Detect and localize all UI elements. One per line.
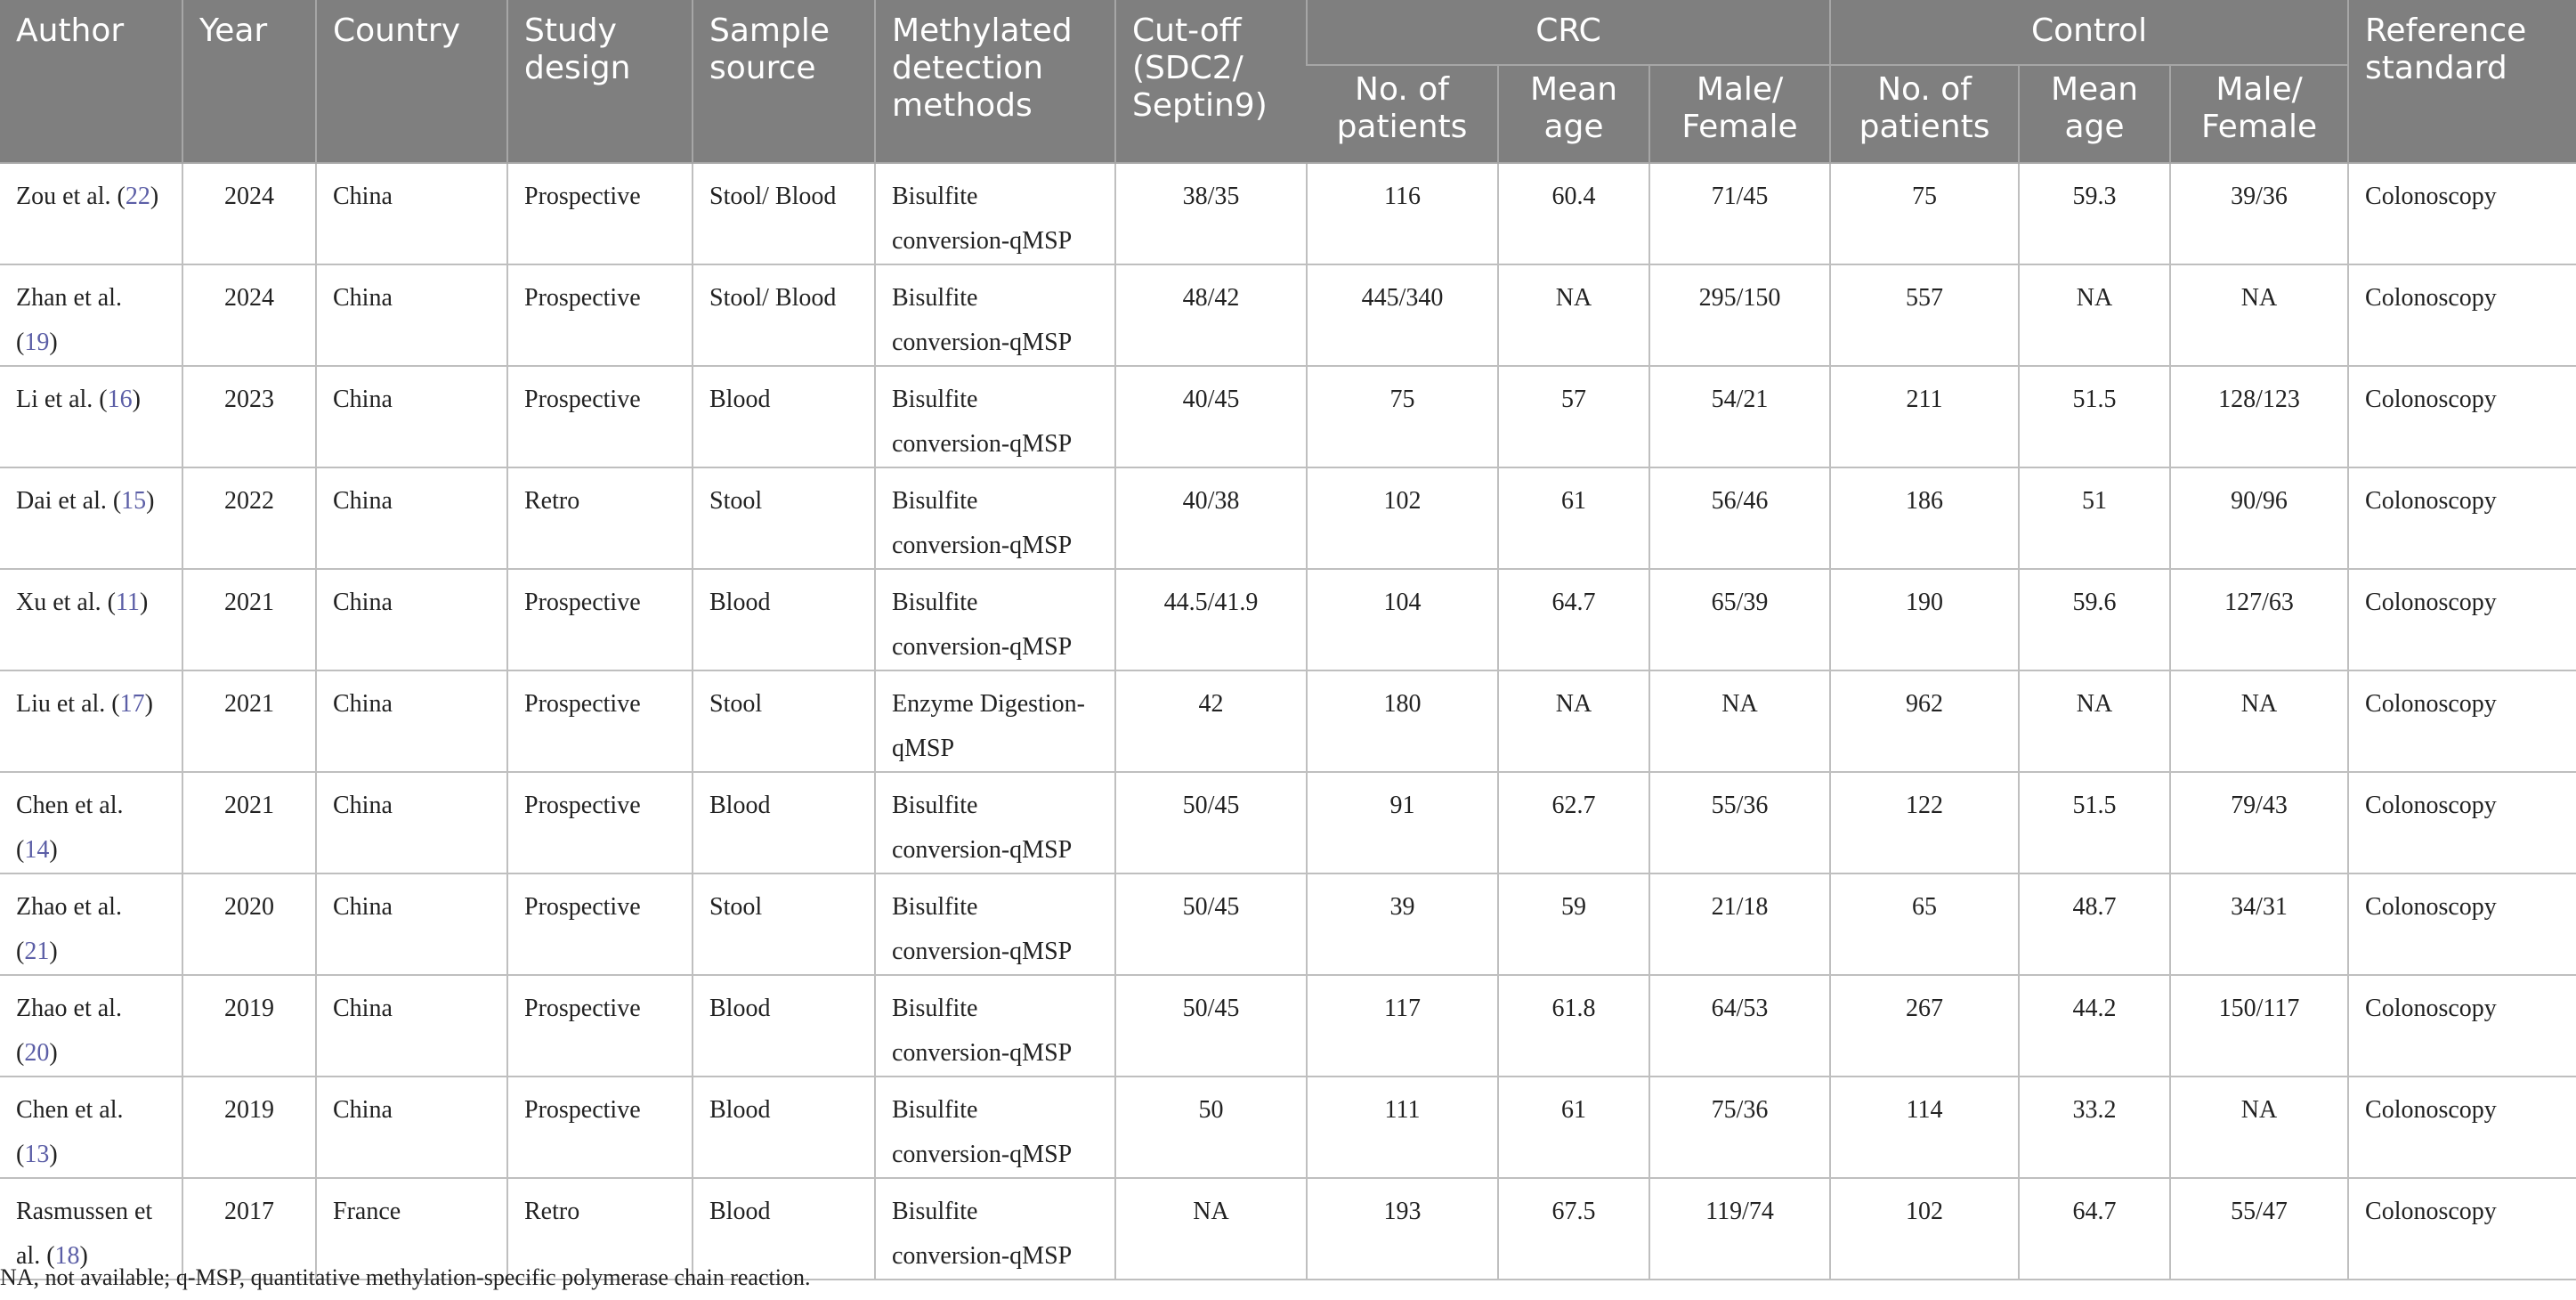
author-cell xyxy=(0,670,182,772)
method-cell: Bisulfite conversion-qMSP xyxy=(875,1178,1115,1280)
country-cell: China xyxy=(316,569,507,670)
country-cell: China xyxy=(316,366,507,467)
author-close-paren: ) xyxy=(144,690,153,718)
table-row xyxy=(0,975,2576,1077)
control-patients-cell: 65 xyxy=(1830,873,2019,975)
control-mean-age-cell: 51.5 xyxy=(2019,772,2170,873)
method-cell: Bisulfite conversion-qMSP xyxy=(875,569,1115,670)
author-close-paren: ) xyxy=(132,386,141,413)
crc-male-female-cell: 71/45 xyxy=(1649,163,1830,264)
year-cell: 2021 xyxy=(182,772,316,873)
cutoff-cell: 50/45 xyxy=(1115,772,1307,873)
header-control-mean-age: Mean age xyxy=(2019,65,2170,163)
crc-male-female-cell: 64/53 xyxy=(1649,975,1830,1077)
year-cell: 2019 xyxy=(182,975,316,1077)
sample-source-cell: Stool/ Blood xyxy=(693,163,875,264)
control-patients-cell: 211 xyxy=(1830,366,2019,467)
control-mean-age-cell: 59.6 xyxy=(2019,569,2170,670)
control-mean-age-cell: NA xyxy=(2019,264,2170,366)
method-cell: Bisulfite conversion-qMSP xyxy=(875,975,1115,1077)
table-row xyxy=(0,569,2576,670)
control-male-female-cell: 55/47 xyxy=(2170,1178,2348,1280)
control-patients-cell: 102 xyxy=(1830,1178,2019,1280)
method-cell: Bisulfite conversion-qMSP xyxy=(875,163,1115,264)
control-male-female-cell: 150/117 xyxy=(2170,975,2348,1077)
cutoff-cell: NA xyxy=(1115,1178,1307,1280)
sample-source-cell: Stool/ Blood xyxy=(693,264,875,366)
author-close-paren: ) xyxy=(79,1242,88,1270)
author-name: Zhao et al. ( xyxy=(16,995,122,1067)
crc-mean-age-cell: 57 xyxy=(1498,366,1649,467)
cutoff-cell: 50/45 xyxy=(1115,873,1307,975)
year-cell: 2023 xyxy=(182,366,316,467)
cutoff-cell: 48/42 xyxy=(1115,264,1307,366)
reference-cell: Colonoscopy xyxy=(2348,772,2576,873)
cutoff-cell: 40/45 xyxy=(1115,366,1307,467)
reference-link[interactable]: 13 xyxy=(24,1141,50,1168)
author-cell xyxy=(0,467,182,569)
sample-source-cell: Stool xyxy=(693,873,875,975)
author-cell xyxy=(0,264,182,366)
author-cell xyxy=(0,873,182,975)
method-cell: Bisulfite conversion-qMSP xyxy=(875,264,1115,366)
control-patients-cell: 557 xyxy=(1830,264,2019,366)
study-design-cell: Prospective xyxy=(507,264,693,366)
method-cell: Bisulfite conversion-qMSP xyxy=(875,772,1115,873)
control-male-female-cell: 34/31 xyxy=(2170,873,2348,975)
year-cell: 2021 xyxy=(182,670,316,772)
control-mean-age-cell: 64.7 xyxy=(2019,1178,2170,1280)
author-name: Rasmussen et al. ( xyxy=(16,1198,153,1270)
header-crc-mean-age: Mean age xyxy=(1498,65,1649,163)
crc-patients-cell: 104 xyxy=(1307,569,1498,670)
sample-source-cell: Stool xyxy=(693,670,875,772)
author-name: Liu et al. ( xyxy=(16,690,120,718)
crc-patients-cell: 445/340 xyxy=(1307,264,1498,366)
reference-link[interactable]: 19 xyxy=(24,329,50,356)
control-patients-cell: 122 xyxy=(1830,772,2019,873)
country-cell: China xyxy=(316,670,507,772)
method-cell: Bisulfite conversion-qMSP xyxy=(875,873,1115,975)
crc-mean-age-cell: NA xyxy=(1498,264,1649,366)
crc-mean-age-cell: 67.5 xyxy=(1498,1178,1649,1280)
crc-male-female-cell: 55/36 xyxy=(1649,772,1830,873)
table-row xyxy=(0,264,2576,366)
control-mean-age-cell: 51 xyxy=(2019,467,2170,569)
table-row xyxy=(0,366,2576,467)
cutoff-cell: 44.5/41.9 xyxy=(1115,569,1307,670)
study-design-cell: Retro xyxy=(507,1178,693,1280)
crc-male-female-cell: 21/18 xyxy=(1649,873,1830,975)
reference-link[interactable]: 21 xyxy=(24,938,50,965)
crc-mean-age-cell: 61 xyxy=(1498,467,1649,569)
year-cell: 2024 xyxy=(182,264,316,366)
reference-cell: Colonoscopy xyxy=(2348,264,2576,366)
crc-patients-cell: 102 xyxy=(1307,467,1498,569)
sample-source-cell: Blood xyxy=(693,975,875,1077)
crc-mean-age-cell: 61 xyxy=(1498,1077,1649,1178)
table-row xyxy=(0,163,2576,264)
author-name: Chen et al. ( xyxy=(16,792,124,864)
reference-cell: Colonoscopy xyxy=(2348,873,2576,975)
crc-male-female-cell: 295/150 xyxy=(1649,264,1830,366)
country-cell: China xyxy=(316,873,507,975)
crc-male-female-cell: 54/21 xyxy=(1649,366,1830,467)
country-cell: France xyxy=(316,1178,507,1280)
reference-cell: Colonoscopy xyxy=(2348,366,2576,467)
reference-link[interactable]: 16 xyxy=(107,386,133,413)
reference-link[interactable]: 14 xyxy=(24,836,50,864)
author-close-paren: ) xyxy=(49,836,58,864)
control-mean-age-cell: 44.2 xyxy=(2019,975,2170,1077)
control-male-female-cell: NA xyxy=(2170,670,2348,772)
crc-mean-age-cell: 60.4 xyxy=(1498,163,1649,264)
header-control-group: Control xyxy=(1830,0,2348,65)
crc-mean-age-cell: 64.7 xyxy=(1498,569,1649,670)
header-control-patients: No. of patients xyxy=(1830,65,2019,163)
method-cell: Bisulfite conversion-qMSP xyxy=(875,366,1115,467)
year-cell: 2020 xyxy=(182,873,316,975)
sample-source-cell: Blood xyxy=(693,1178,875,1280)
crc-patients-cell: 180 xyxy=(1307,670,1498,772)
method-cell: Enzyme Digestion-qMSP xyxy=(875,670,1115,772)
country-cell: China xyxy=(316,163,507,264)
author-cell xyxy=(0,569,182,670)
study-design-cell: Prospective xyxy=(507,975,693,1077)
sample-source-cell: Blood xyxy=(693,1077,875,1178)
method-cell: Bisulfite conversion-qMSP xyxy=(875,467,1115,569)
author-close-paren: ) xyxy=(49,1141,58,1168)
control-patients-cell: 190 xyxy=(1830,569,2019,670)
header-author: Author xyxy=(0,0,182,163)
crc-male-female-cell: 119/74 xyxy=(1649,1178,1830,1280)
crc-patients-cell: 193 xyxy=(1307,1178,1498,1280)
table-row xyxy=(0,1077,2576,1178)
header-cutoff: Cut-off (SDC2/ Septin9) xyxy=(1115,0,1307,163)
crc-patients-cell: 111 xyxy=(1307,1077,1498,1178)
crc-mean-age-cell: 62.7 xyxy=(1498,772,1649,873)
reference-link[interactable]: 15 xyxy=(121,487,147,515)
table-row xyxy=(0,670,2576,772)
author-name: Dai et al. ( xyxy=(16,487,122,515)
country-cell: China xyxy=(316,264,507,366)
cutoff-cell: 38/35 xyxy=(1115,163,1307,264)
header-crc-group: CRC xyxy=(1307,0,1830,65)
control-male-female-cell: 128/123 xyxy=(2170,366,2348,467)
table-row xyxy=(0,772,2576,873)
crc-patients-cell: 116 xyxy=(1307,163,1498,264)
control-patients-cell: 962 xyxy=(1830,670,2019,772)
author-cell xyxy=(0,772,182,873)
crc-male-female-cell: 65/39 xyxy=(1649,569,1830,670)
control-mean-age-cell: 48.7 xyxy=(2019,873,2170,975)
author-name: Zhao et al. ( xyxy=(16,893,122,965)
study-design-cell: Prospective xyxy=(507,1077,693,1178)
table-body xyxy=(0,163,2576,1280)
table-footnote: NA, not available; q-MSP, quantitative methylation-specific polymerase chain reaction. xyxy=(0,1264,811,1290)
sample-source-cell: Blood xyxy=(693,366,875,467)
crc-patients-cell: 39 xyxy=(1307,873,1498,975)
header-methods: Methylated detection methods xyxy=(875,0,1115,163)
header-reference: Reference standard xyxy=(2348,0,2576,163)
crc-patients-cell: 75 xyxy=(1307,366,1498,467)
header-year: Year xyxy=(182,0,316,163)
author-close-paren: ) xyxy=(139,589,149,616)
control-mean-age-cell: 33.2 xyxy=(2019,1077,2170,1178)
sample-source-cell: Blood xyxy=(693,772,875,873)
control-mean-age-cell: 51.5 xyxy=(2019,366,2170,467)
study-design-cell: Prospective xyxy=(507,873,693,975)
study-design-cell: Prospective xyxy=(507,772,693,873)
country-cell: China xyxy=(316,467,507,569)
control-mean-age-cell: 59.3 xyxy=(2019,163,2170,264)
cutoff-cell: 50 xyxy=(1115,1077,1307,1178)
country-cell: China xyxy=(316,772,507,873)
control-mean-age-cell: NA xyxy=(2019,670,2170,772)
control-male-female-cell: NA xyxy=(2170,264,2348,366)
sample-source-cell: Stool xyxy=(693,467,875,569)
year-cell: 2024 xyxy=(182,163,316,264)
author-cell xyxy=(0,366,182,467)
control-male-female-cell: 39/36 xyxy=(2170,163,2348,264)
author-close-paren: ) xyxy=(150,183,159,210)
crc-patients-cell: 91 xyxy=(1307,772,1498,873)
header-study-design: Study design xyxy=(507,0,693,163)
author-close-paren: ) xyxy=(49,329,58,356)
control-male-female-cell: NA xyxy=(2170,1077,2348,1178)
crc-patients-cell: 117 xyxy=(1307,975,1498,1077)
study-design-cell: Retro xyxy=(507,467,693,569)
control-patients-cell: 114 xyxy=(1830,1077,2019,1178)
crc-mean-age-cell: 59 xyxy=(1498,873,1649,975)
reference-cell: Colonoscopy xyxy=(2348,569,2576,670)
control-male-female-cell: 90/96 xyxy=(2170,467,2348,569)
crc-male-female-cell: NA xyxy=(1649,670,1830,772)
cutoff-cell: 50/45 xyxy=(1115,975,1307,1077)
author-close-paren: ) xyxy=(146,487,155,515)
control-patients-cell: 267 xyxy=(1830,975,2019,1077)
author-name: Chen et al. ( xyxy=(16,1096,124,1168)
study-design-cell: Prospective xyxy=(507,366,693,467)
crc-male-female-cell: 56/46 xyxy=(1649,467,1830,569)
study-design-cell: Prospective xyxy=(507,670,693,772)
control-patients-cell: 75 xyxy=(1830,163,2019,264)
sample-source-cell: Blood xyxy=(693,569,875,670)
year-cell: 2017 xyxy=(182,1178,316,1280)
crc-male-female-cell: 75/36 xyxy=(1649,1077,1830,1178)
control-patients-cell: 186 xyxy=(1830,467,2019,569)
reference-cell: Colonoscopy xyxy=(2348,467,2576,569)
author-close-paren: ) xyxy=(49,938,58,965)
header-sample-source: Sample source xyxy=(693,0,875,163)
control-male-female-cell: 127/63 xyxy=(2170,569,2348,670)
header-crc-patients: No. of patients xyxy=(1307,65,1498,163)
crc-mean-age-cell: NA xyxy=(1498,670,1649,772)
crc-mean-age-cell: 61.8 xyxy=(1498,975,1649,1077)
cutoff-cell: 40/38 xyxy=(1115,467,1307,569)
reference-link[interactable]: 22 xyxy=(125,183,150,210)
year-cell: 2021 xyxy=(182,569,316,670)
country-cell: China xyxy=(316,975,507,1077)
reference-cell: Colonoscopy xyxy=(2348,1077,2576,1178)
reference-cell: Colonoscopy xyxy=(2348,1178,2576,1280)
author-cell xyxy=(0,163,182,264)
author-close-paren: ) xyxy=(49,1039,58,1067)
author-name: Zou et al. ( xyxy=(16,183,126,210)
reference-link[interactable]: 11 xyxy=(115,589,140,616)
study-design-cell: Prospective xyxy=(507,163,693,264)
reference-link[interactable]: 20 xyxy=(24,1039,50,1067)
author-cell xyxy=(0,1077,182,1178)
header-control-male-female: Male/ Female xyxy=(2170,65,2348,163)
table-row xyxy=(0,467,2576,569)
reference-link[interactable]: 17 xyxy=(119,690,145,718)
author-name: Zhan et al. ( xyxy=(16,284,122,356)
cutoff-cell: 42 xyxy=(1115,670,1307,772)
reference-cell: Colonoscopy xyxy=(2348,163,2576,264)
control-male-female-cell: 79/43 xyxy=(2170,772,2348,873)
table-header xyxy=(0,0,2576,163)
year-cell: 2022 xyxy=(182,467,316,569)
reference-cell: Colonoscopy xyxy=(2348,975,2576,1077)
header-crc-male-female: Male/ Female xyxy=(1649,65,1830,163)
author-name: Xu et al. ( xyxy=(16,589,116,616)
table-row xyxy=(0,873,2576,975)
reference-link[interactable]: 18 xyxy=(54,1242,80,1270)
study-design-cell: Prospective xyxy=(507,569,693,670)
reference-cell: Colonoscopy xyxy=(2348,670,2576,772)
method-cell: Bisulfite conversion-qMSP xyxy=(875,1077,1115,1178)
year-cell: 2019 xyxy=(182,1077,316,1178)
header-country: Country xyxy=(316,0,507,163)
author-name: Li et al. ( xyxy=(16,386,108,413)
country-cell: China xyxy=(316,1077,507,1178)
author-cell xyxy=(0,975,182,1077)
